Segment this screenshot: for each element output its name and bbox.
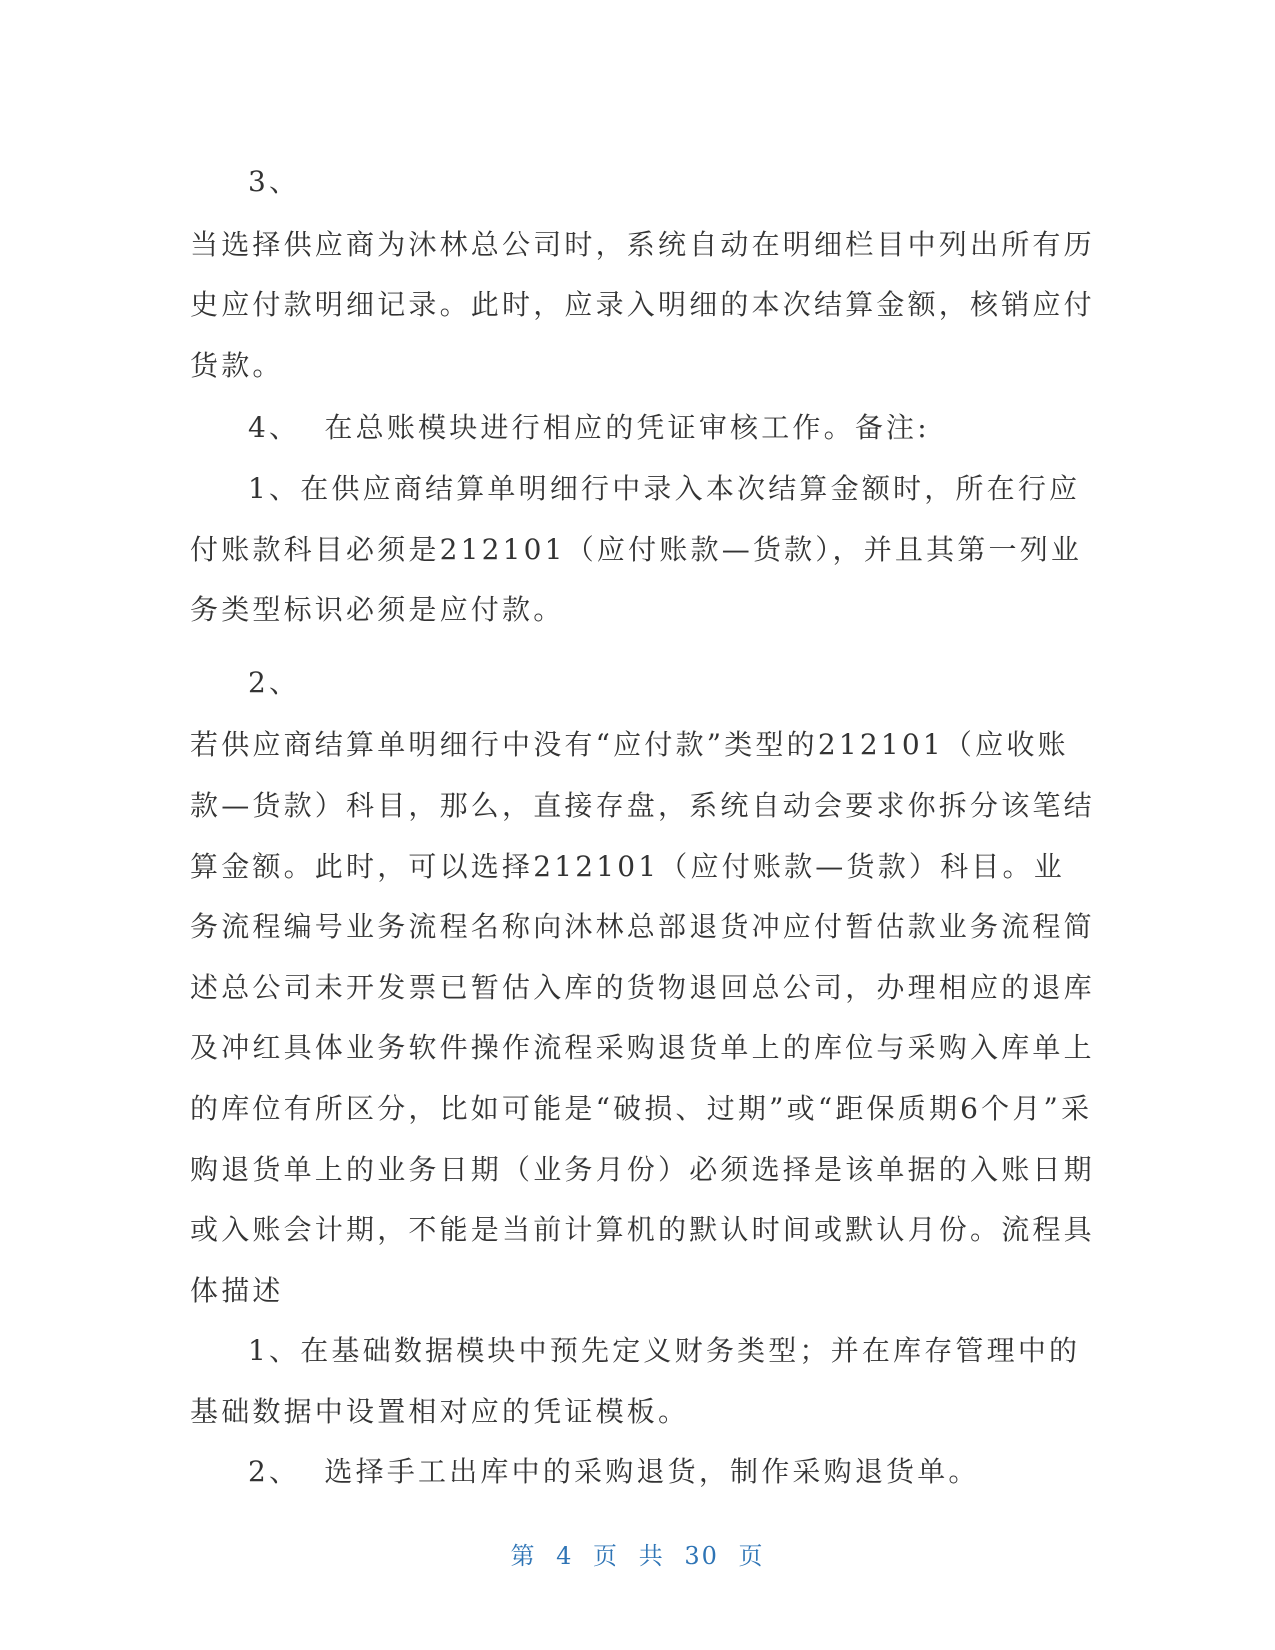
paragraph-note-1: 1、在供应商结算单明细行中录入本次结算金额时，所在行应付账款科目必须是212101（应付账款—货款），并且其第一列业务类型标识必须是应付款。 (190, 471, 1083, 627)
footer-page-unit: 页 (593, 1542, 620, 1570)
paragraph-step-3-text: 当选择供应商为沐林总公司时，系统自动在明细栏目中列出所有历史应付款明细记录。此时，应录入明细的本次结算金额，核销应付货款。 (190, 227, 1095, 382)
footer-total-unit: 页 (738, 1542, 765, 1570)
document-body (190, 152, 1095, 1503)
paragraph-process-2: 2、 选择手工出库中的采购退货，制作采购退货单。 (248, 1455, 980, 1489)
paragraph-step-4: 4、 在总账模块进行相应的凭证审核工作。备注: (248, 411, 930, 445)
footer-total-pages: 30 (684, 1542, 719, 1570)
footer-prefix: 第 (510, 1542, 537, 1570)
page-footer (0, 1536, 1275, 1571)
paragraph-process-1: 1、在基础数据模块中预先定义财务类型；并在库存管理中的基础数据中设置相对应的凭证模板。 (190, 1334, 1081, 1428)
paragraph-note-2-number: 2、 (248, 665, 301, 699)
footer-total-prefix: 共 (638, 1542, 665, 1570)
paragraph-note-2-text: 若供应商结算单明细行中没有“应付款”类型的212101（应收账款—货款）科目，那么，直接存盘，系统自动会要求你拆分该笔结算金额。此时，可以选择212101（应付账款—货款）科目。业务流程编号业务流程名称向沐林总部退货冲应付暂估款业务流程简述总公司未开发票已暂估入库的货物退回总公司，办理相应的退库及冲红具体业务软件操作流程采购退货单上的库位与采购入库单上的库位有所区分，比如可能是“破损、过期”或“距保质期6个月”采购退货单上的业务日期（业务月份）必须选择是该单据的入账日期或入账会计期，不能是当前计算机的默认时间或默认月份。流程具体描述 (190, 728, 1095, 1307)
paragraph-step-3-number: 3、 (248, 165, 301, 198)
footer-current-page: 4 (556, 1542, 574, 1570)
